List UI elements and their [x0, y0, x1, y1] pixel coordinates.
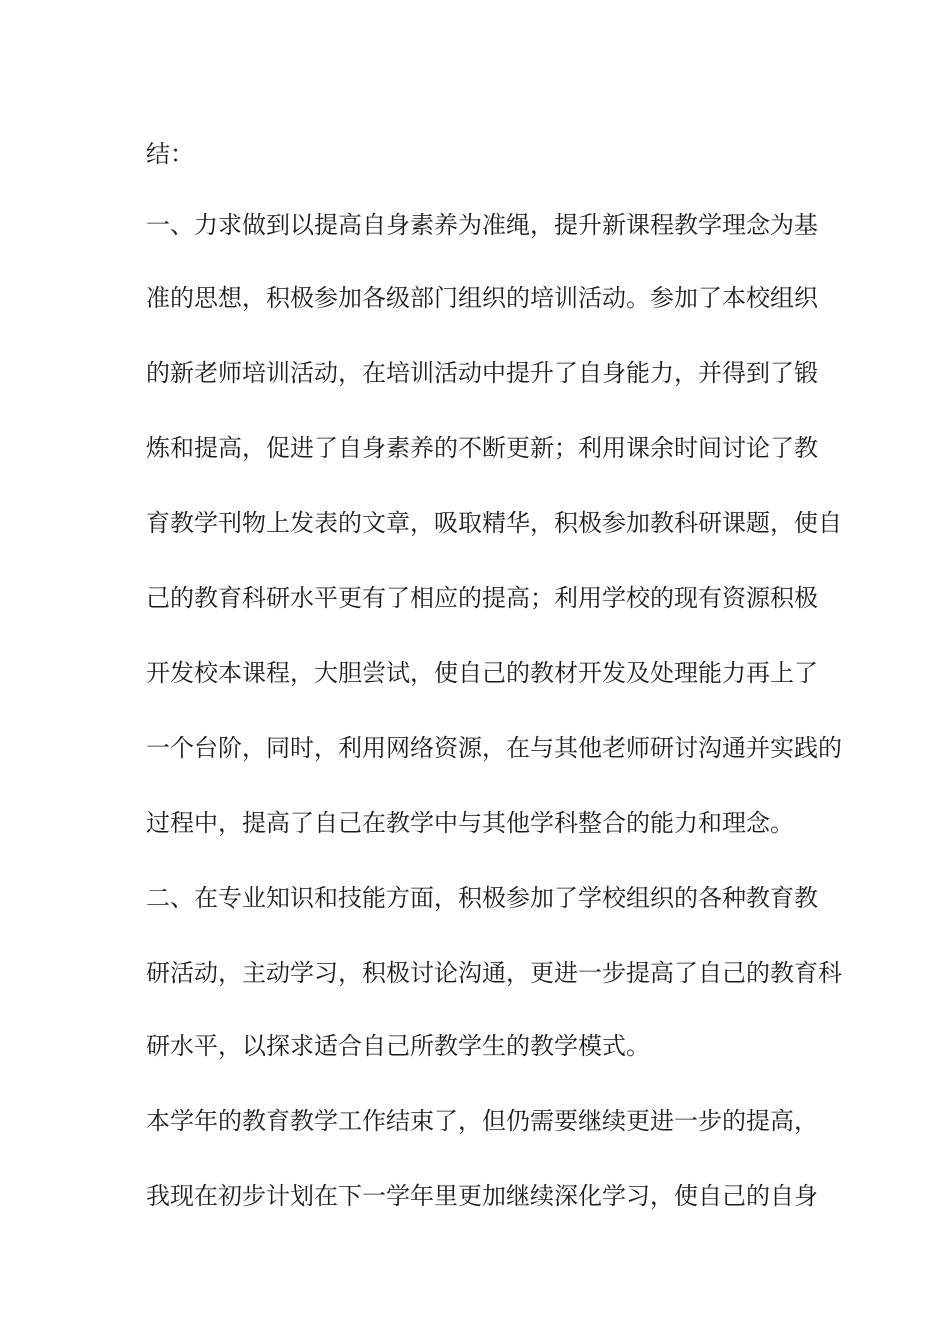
text-line-8: 开发校本课程，大胆尝试，使自己的教材开发及处理能力再上了 [146, 659, 818, 687]
text-line-4: 的新老师培训活动，在培训活动中提升了自身能力，并得到了锻 [146, 359, 818, 387]
text-line-12: 研活动，主动学习，积极讨论沟通，更进一步提高了自己的教育科 [146, 959, 842, 987]
text-line-6: 育教学刊物上发表的文章，吸取精华，积极参加教科研课题，使自 [146, 509, 842, 537]
text-line-13: 研水平，以探求适合自己所教学生的教学模式。 [146, 1032, 650, 1060]
text-line-15: 我现在初步计划在下一学年里更加继续深化学习，使自己的自身 [146, 1182, 818, 1210]
text-line-3: 准的思想，积极参加各级部门组织的培训活动。参加了本校组织 [146, 284, 818, 312]
text-line-2: 一、力求做到以提高自身素养为准绳，提升新课程教学理念为基 [146, 211, 818, 239]
text-line-1: 结： [146, 140, 194, 168]
text-line-10: 过程中，提高了自己在教学中与其他学科整合的能力和理念。 [146, 809, 794, 837]
text-line-5: 炼和提高，促进了自身素养的不断更新；利用课余时间讨论了教 [146, 434, 818, 462]
text-line-11: 二、在专业知识和技能方面，积极参加了学校组织的各种教育教 [146, 884, 818, 912]
text-line-7: 己的教育科研水平更有了相应的提高；利用学校的现有资源积极 [146, 584, 818, 612]
text-line-9: 一个台阶，同时，利用网络资源，在与其他老师研讨沟通并实践的 [146, 734, 842, 762]
text-line-14: 本学年的教育教学工作结束了，但仍需要继续更进一步的提高， [146, 1107, 818, 1135]
